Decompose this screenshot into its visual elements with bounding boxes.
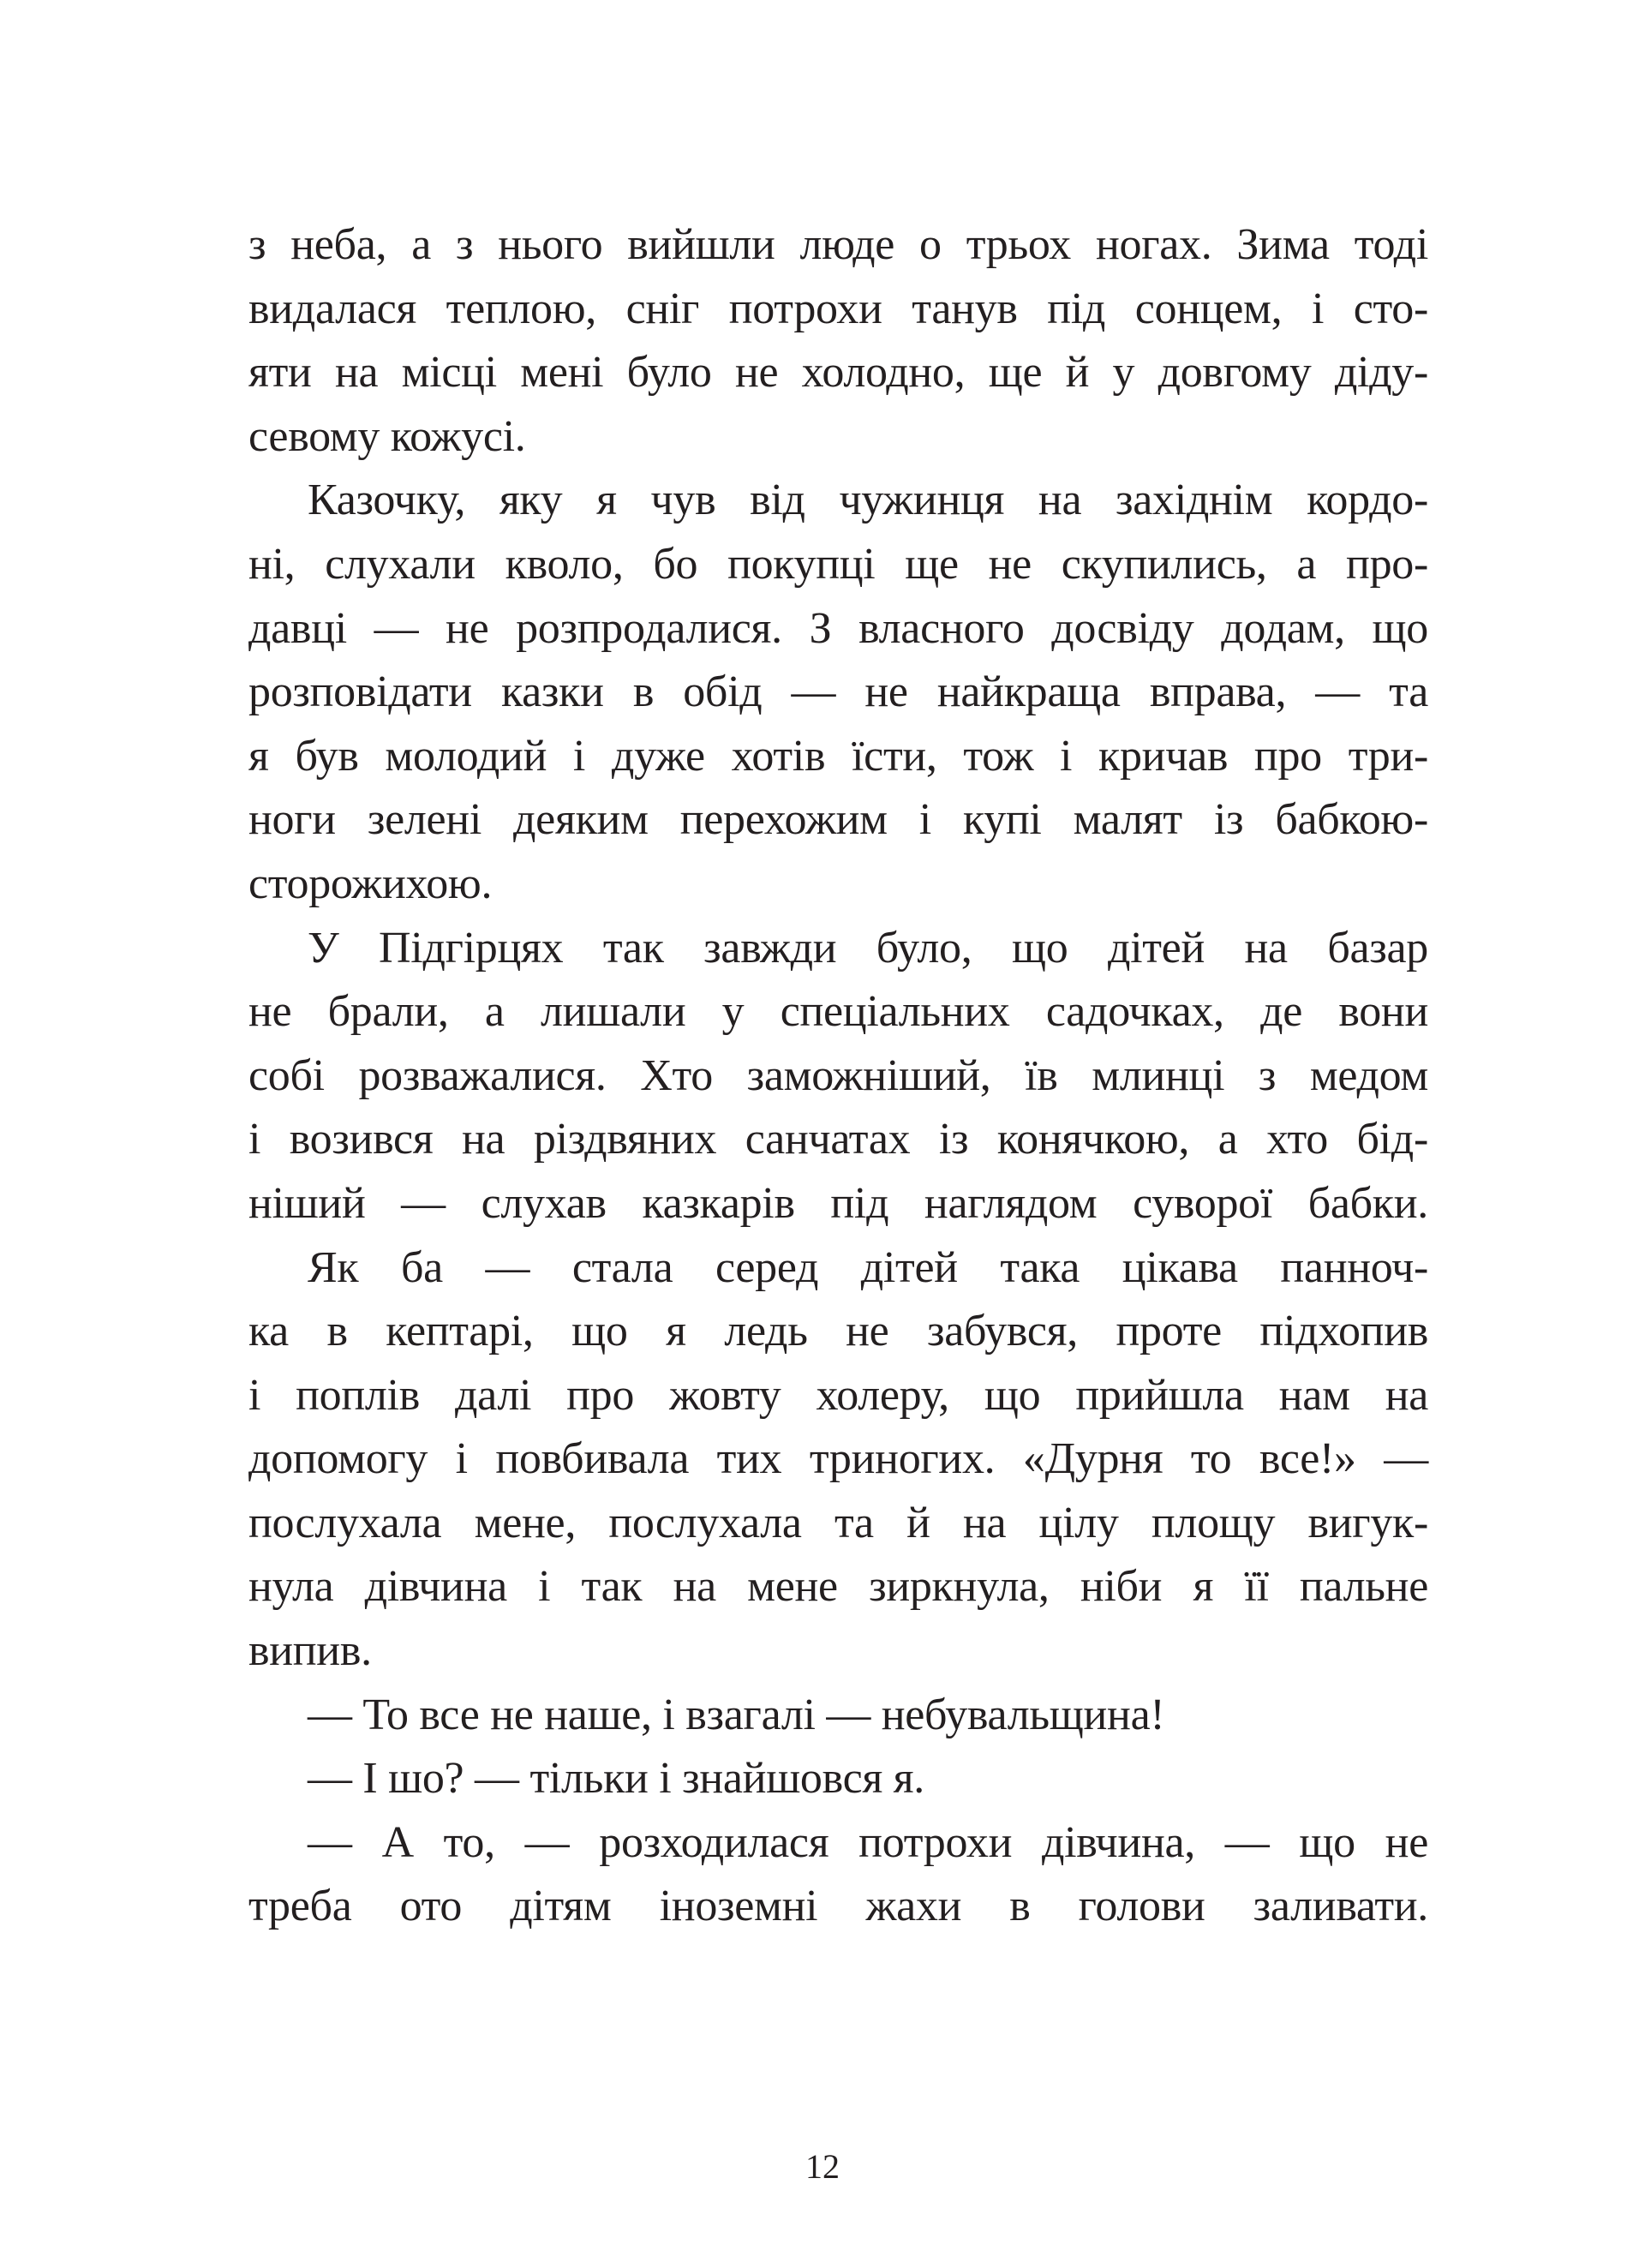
text-line: ка в кептарі, що я ледь не забувся, проте підхопив bbox=[248, 1307, 1428, 1356]
text-line: — То все не наше, і взагалі — небувальщина! bbox=[308, 1690, 1165, 1739]
paragraph bbox=[248, 1236, 1428, 1684]
paragraph bbox=[248, 213, 1428, 469]
text-line: давці — не розпродалися. З власного досвіду додам, що bbox=[248, 603, 1428, 653]
text-line: ноги зелені деяким перехожим і купі малят із бабкою- bbox=[248, 795, 1428, 845]
text-line: і поплів далі про жовту холеру, що прийшла нам на bbox=[248, 1370, 1428, 1420]
text-line: нула дівчина і так на мене зиркнула, ніби я її пальне bbox=[248, 1562, 1428, 1612]
text-line: — І шо? — тільки і знайшовся я. bbox=[308, 1754, 924, 1804]
text-line: — А то, — розходилася потрохи дівчина, — що не bbox=[308, 1817, 1428, 1867]
paragraph bbox=[248, 469, 1428, 916]
text-line: Казочку, яку я чув від чужинця на західнім кордо- bbox=[308, 476, 1428, 525]
text-line: випив. bbox=[248, 1626, 372, 1676]
text-line: послухала мене, послухала та й на цілу площу вигук- bbox=[248, 1498, 1428, 1547]
page-number: 12 bbox=[805, 2147, 840, 2186]
text-line: собі розважалися. Хто заможніший, їв млинці з медом bbox=[248, 1050, 1428, 1100]
text-line: допомогу і повбивала тих триногих. «Дурня то все!» — bbox=[248, 1434, 1428, 1484]
text-line: У Підгірцях так завжди було, що дітей на базар bbox=[308, 923, 1428, 972]
text-line: севому кожусі. bbox=[248, 411, 526, 461]
text-line: видалася теплою, сніг потрохи танув під сонцем, і сто- bbox=[248, 284, 1428, 333]
text-line: і возився на різдвяних санчатах із конячкою, а хто бід- bbox=[248, 1115, 1428, 1164]
body-text bbox=[248, 213, 1428, 1939]
paragraph bbox=[248, 1684, 1428, 1748]
paragraph bbox=[248, 1747, 1428, 1811]
paragraph bbox=[248, 1811, 1428, 1939]
text-line: яти на місці мені було не холодно, ще й у довгому діду- bbox=[248, 348, 1428, 398]
text-line: розповідати казки в обід — не найкраща вправа, — та bbox=[248, 667, 1428, 717]
text-line: не брали, а лишали у спеціальних садочках, де вони bbox=[248, 987, 1428, 1037]
text-line: ніший — слухав казкарів під наглядом суворої бабки. bbox=[248, 1178, 1428, 1228]
text-line: ні, слухали кволо, бо покупці ще не скупились, а про- bbox=[248, 539, 1428, 589]
text-line: Як ба — стала серед дітей така цікава панноч- bbox=[308, 1242, 1428, 1292]
text-line: з неба, а з нього вийшли люде о трьох ногах. Зима тоді bbox=[248, 220, 1428, 269]
text-line: треба ото дітям іноземні жахи в голови заливати. bbox=[248, 1882, 1428, 1931]
text-line: я був молодий і дуже хотів їсти, тож і кричав про три- bbox=[248, 731, 1428, 781]
paragraph bbox=[248, 917, 1428, 1236]
text-line: сторожихою. bbox=[248, 859, 493, 908]
